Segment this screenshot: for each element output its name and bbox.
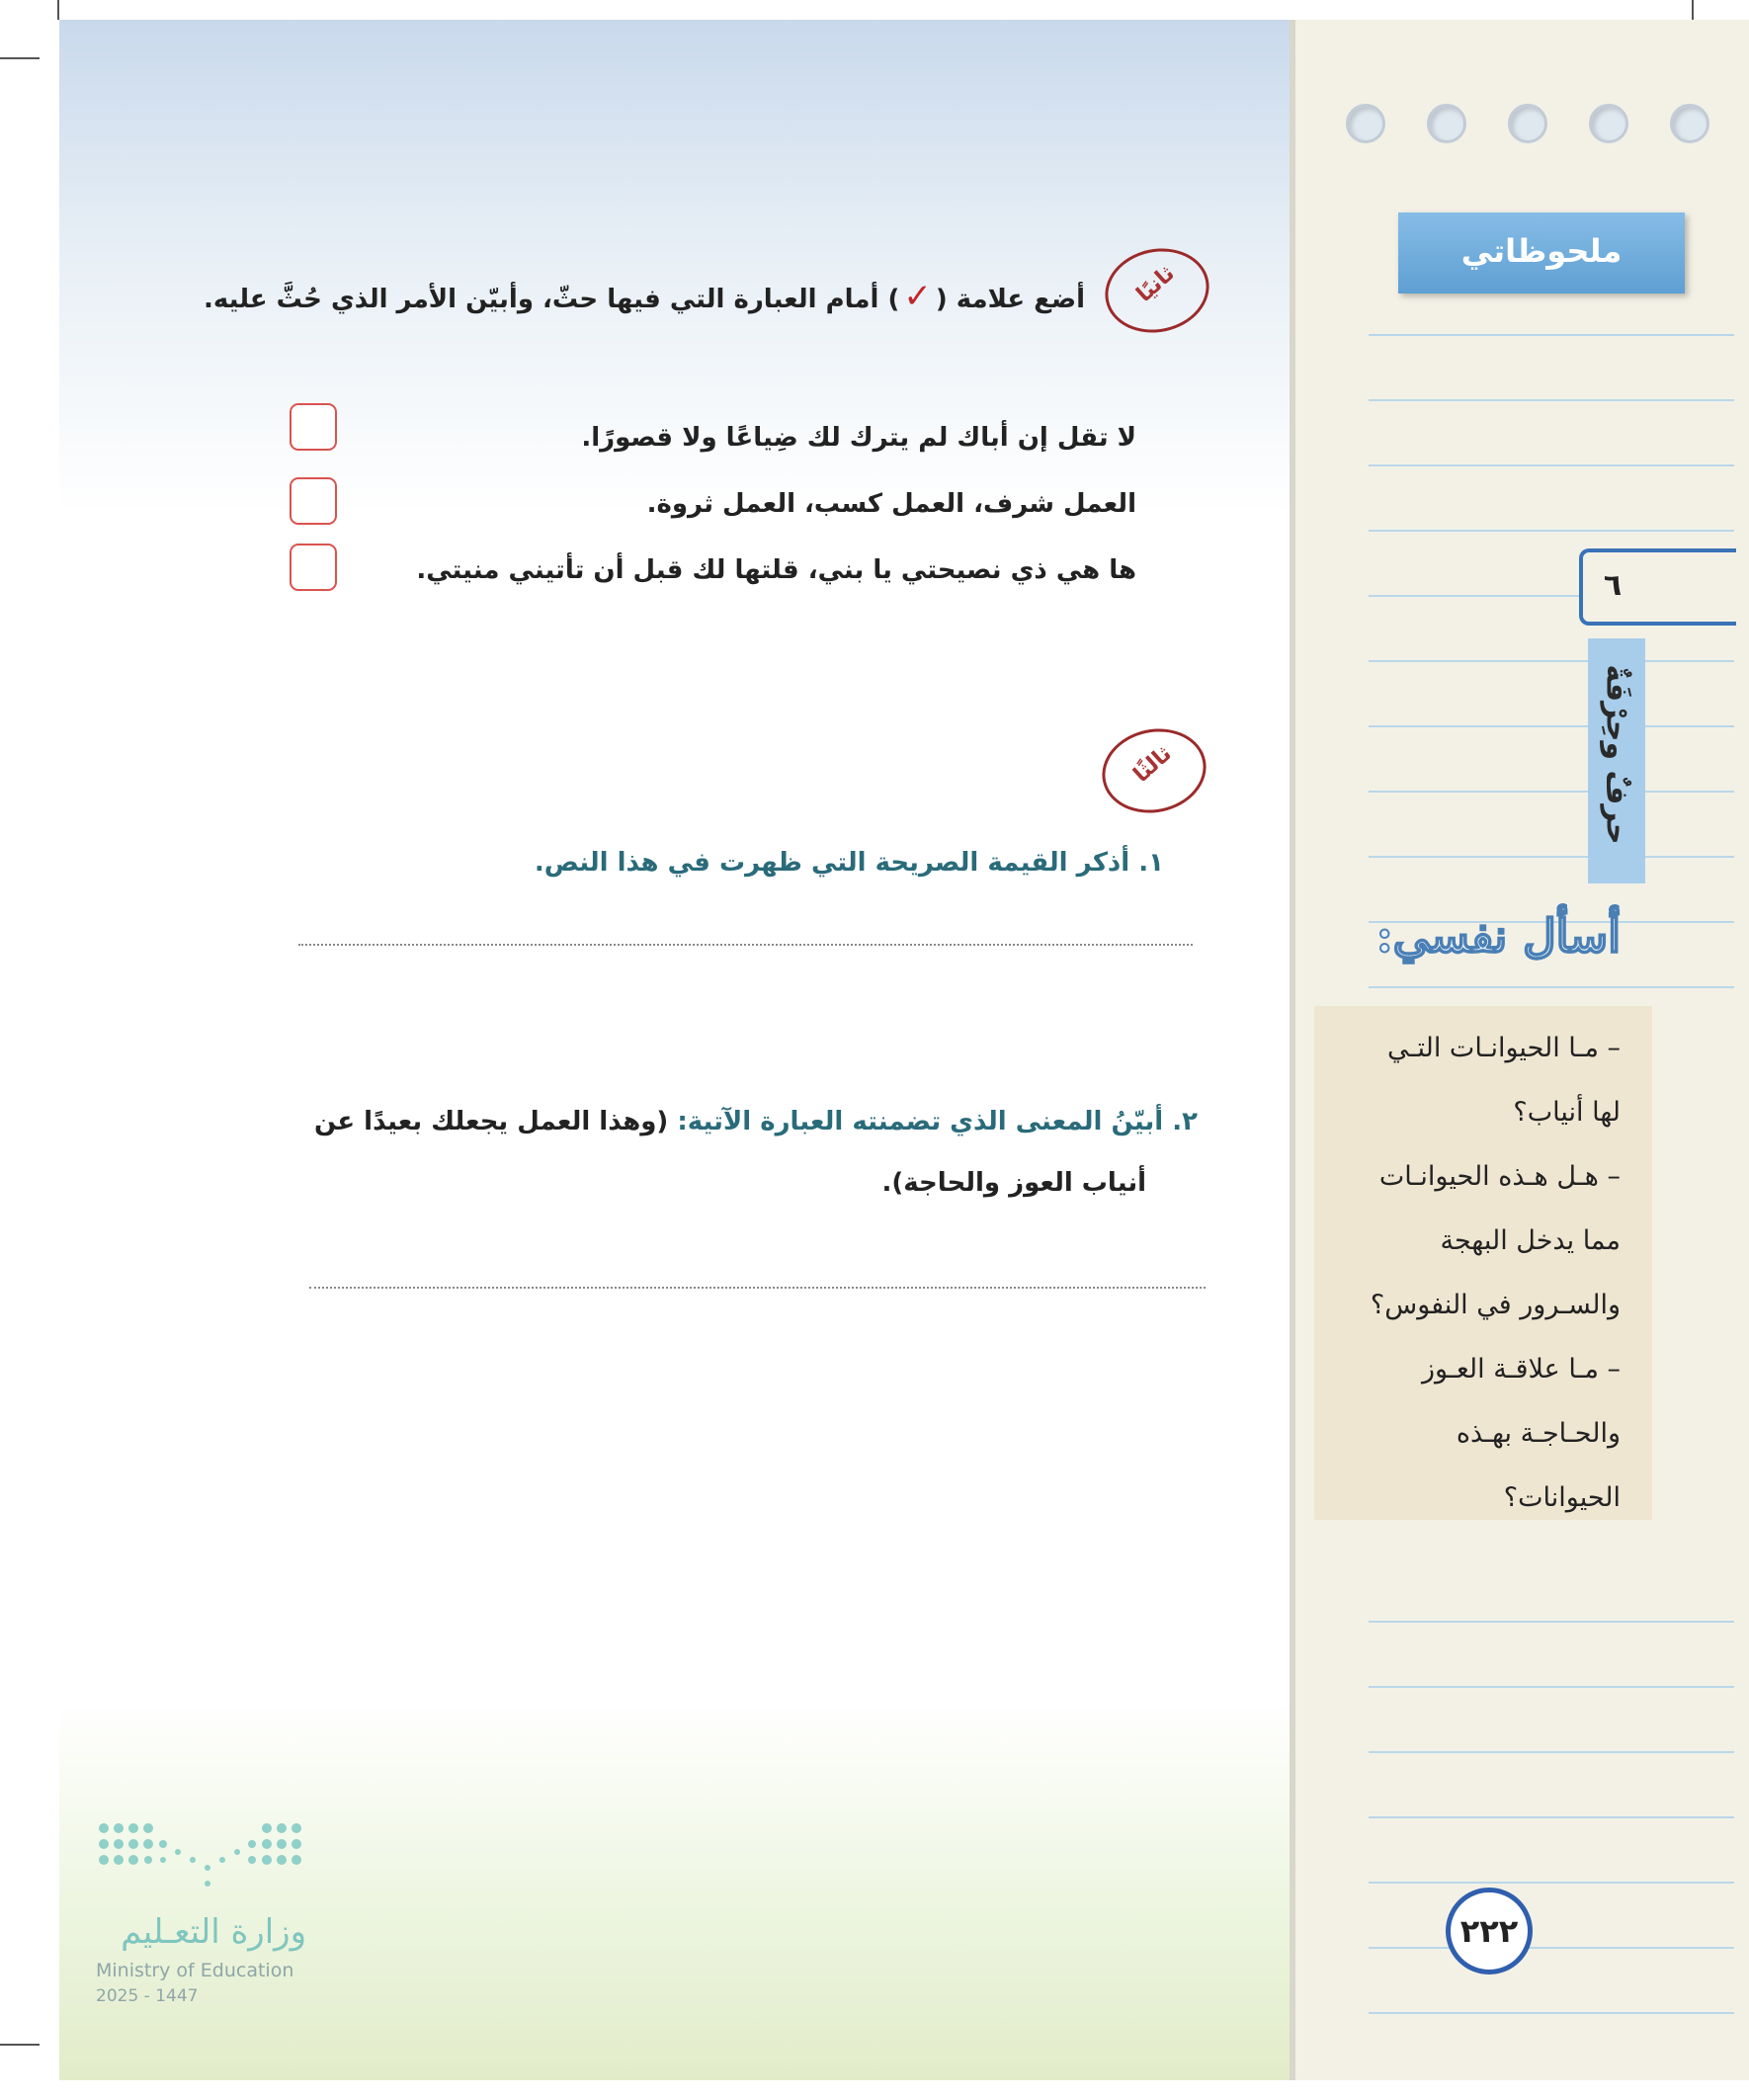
page-number-circle — [1446, 1888, 1533, 1974]
ministry-name-english: Ministry of Education — [96, 1960, 294, 1981]
answer-line-1[interactable] — [298, 944, 1193, 946]
ask-line: – مـا علاقـة العـوز — [1421, 1354, 1621, 1385]
check-mark-icon: ✓ — [903, 277, 932, 316]
ask-line: مما يدخل البهجة — [1440, 1225, 1621, 1256]
ask-myself-heading: أسأل نفسي: — [1375, 909, 1621, 963]
statement-3: ها هي ذي نصيحتي يا بني، قلتها لك قبل أن تأتيني منيتي. — [416, 555, 1136, 585]
crop-mark — [0, 2044, 40, 2046]
crop-mark — [57, 0, 59, 20]
crop-mark — [1692, 0, 1694, 20]
notes-title-tab — [1398, 212, 1685, 294]
ministry-logo-icon — [94, 1818, 311, 1897]
question-2-label: ٢. أبيّنُ المعنى الذي تضمنته العبارة الآتية: — [677, 1107, 1198, 1136]
ask-line: – مـا الحيوانـات التـي — [1387, 1033, 1621, 1063]
answer-line-2[interactable] — [309, 1287, 1206, 1289]
question-2 — [314, 1107, 1198, 1136]
ask-line: والسـرور في النفوس؟ — [1370, 1290, 1621, 1320]
ask-line: الحيوانات؟ — [1503, 1482, 1621, 1513]
ministry-year: 2025 - 1447 — [96, 1986, 199, 2006]
binder-ring — [1670, 104, 1709, 143]
notes-title: ملحوظاتي — [1460, 232, 1623, 270]
ask-line: لها أنياب؟ — [1513, 1097, 1621, 1128]
binder-ring — [1508, 104, 1547, 143]
unit-number-box — [1579, 548, 1736, 626]
statement-3-checkbox[interactable] — [290, 544, 337, 591]
statement-1: لا تقل إن أباك لم يترك لك ضِياعًا ولا قصورًا. — [581, 423, 1136, 453]
statement-2: العمل شرف، العمل كسب، العمل ثروة. — [646, 489, 1136, 519]
statement-1-checkbox[interactable] — [290, 403, 337, 451]
ask-myself-box — [1314, 1006, 1652, 1520]
question-2-quote-continued: أنياب العوز والحاجة). — [881, 1168, 1146, 1198]
ministry-name-arabic: وزارة التعـليم — [121, 1912, 306, 1952]
unit-title-tab — [1588, 638, 1645, 883]
binder-ring — [1427, 104, 1466, 143]
section-badge-label: ثالثًا — [1128, 741, 1177, 788]
ask-line: والحـاجـة بهـذه — [1456, 1418, 1621, 1449]
section-badge-label: ثانيًا — [1131, 261, 1180, 307]
statement-2-checkbox[interactable] — [290, 477, 337, 525]
unit-number: ٦ — [1603, 568, 1623, 603]
ask-line: – هـل هـذه الحيوانـات — [1378, 1161, 1621, 1192]
section1-instruction: أضع علامة (✓) أمام العبارة التي فيها حثّ، وأبيّن الأمر الذي حُثَّ عليه. — [203, 277, 1085, 316]
crop-mark — [0, 57, 40, 59]
unit-title: حرفٌ وحِرْفَةٌ — [1599, 664, 1634, 845]
page-number: ٢٢٢ — [1459, 1912, 1519, 1950]
question-1: ١. أذكر القيمة الصريحة التي ظهرت في هذا النص. — [534, 848, 1164, 878]
binder-ring — [1589, 104, 1628, 143]
binder-ring — [1346, 104, 1385, 143]
question-2-quote: (وهذا العمل يجعلك بعيدًا عن — [313, 1107, 669, 1136]
main-content-panel — [59, 20, 1290, 2080]
